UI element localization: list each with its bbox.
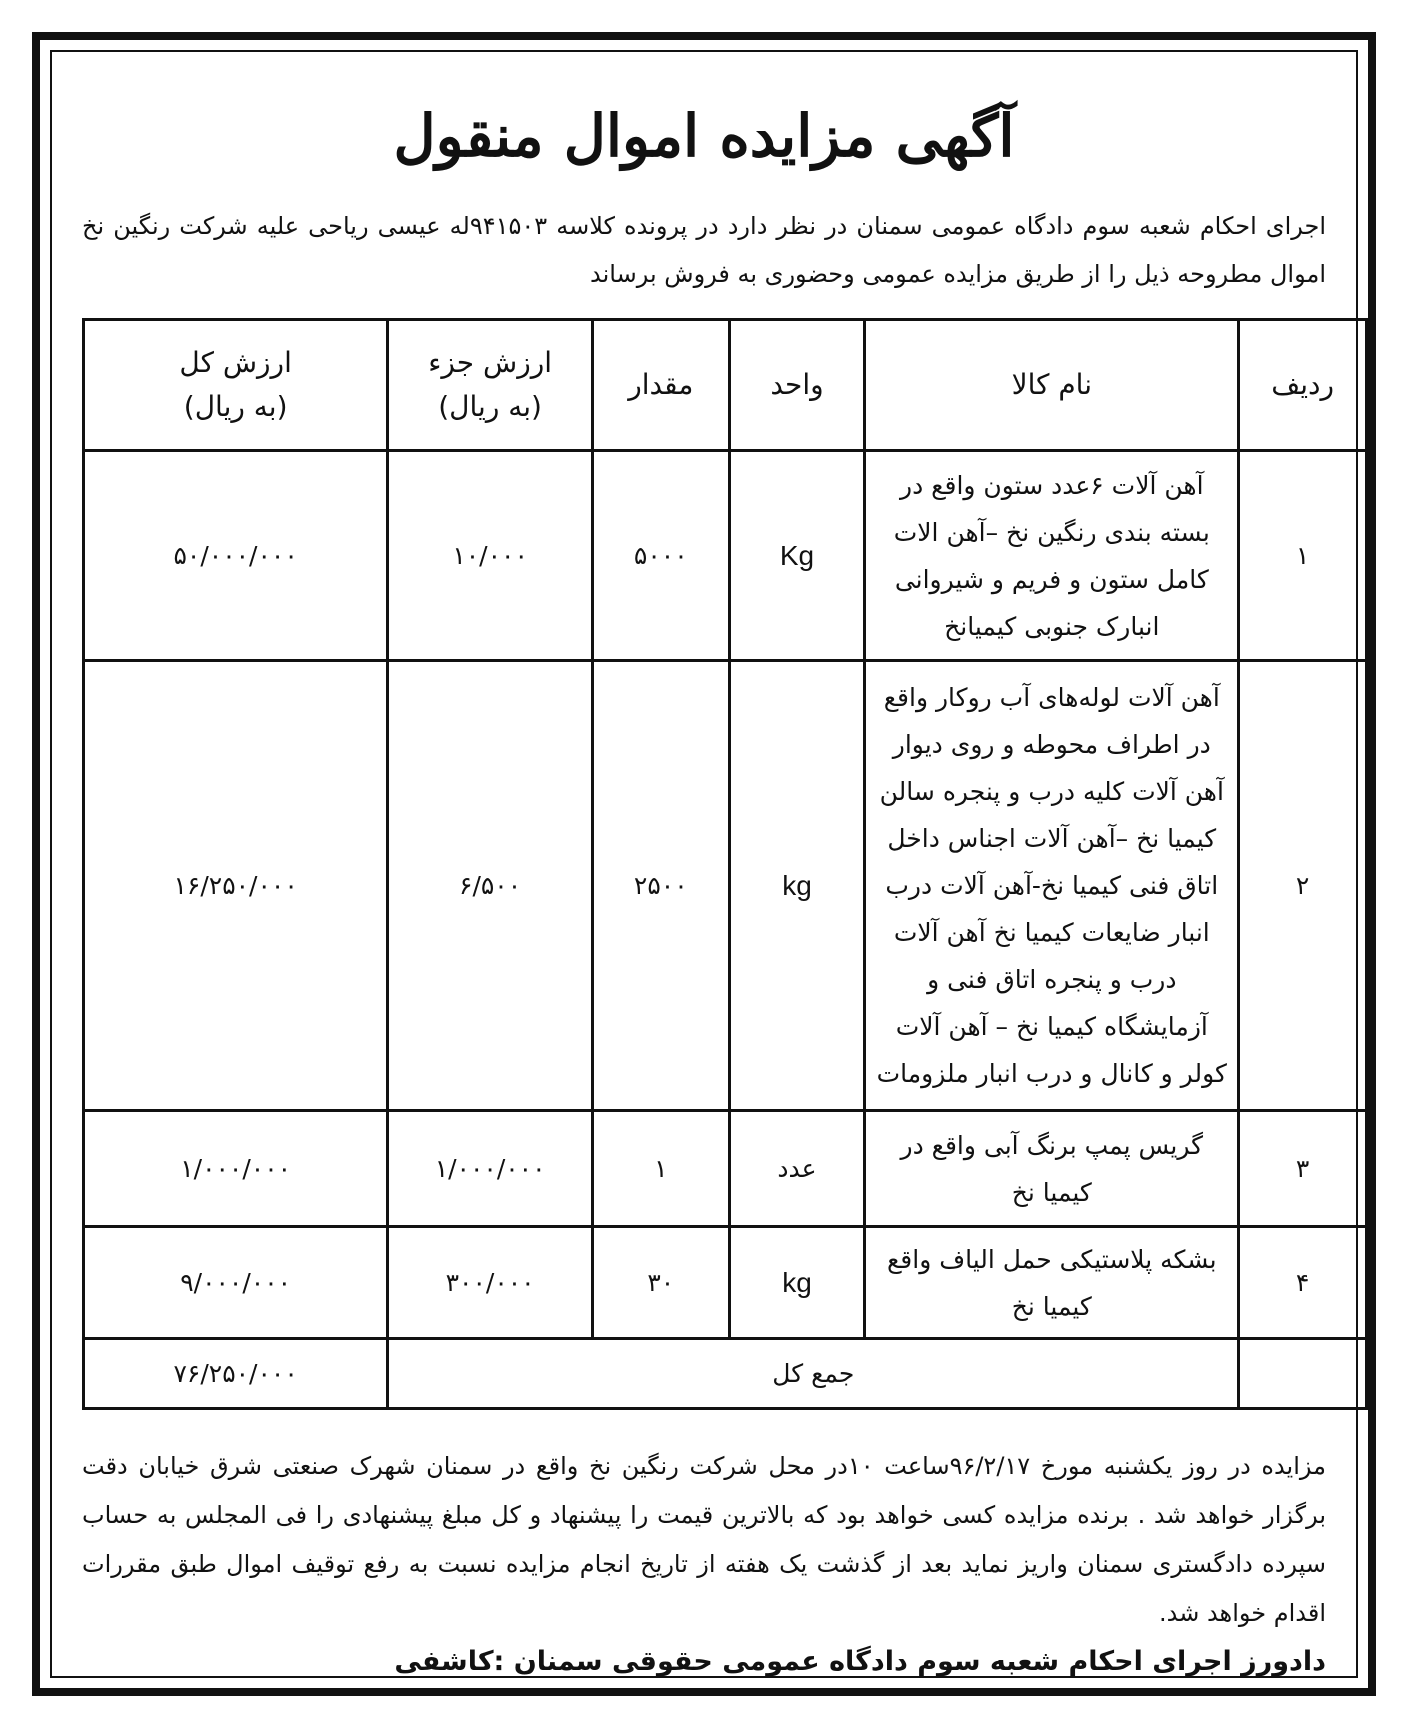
table-row xyxy=(84,661,1367,1111)
table-row xyxy=(84,451,1367,661)
cell-total-value: ۵۰/۰۰۰/۰۰۰ xyxy=(84,451,388,661)
cell-total-value: ۱/۰۰۰/۰۰۰ xyxy=(84,1111,388,1227)
cell-part-value: ۳۰۰/۰۰۰ xyxy=(388,1227,593,1339)
cell-item-name: گریس پمپ برنگ آبی واقع در کیمیا نخ xyxy=(865,1111,1239,1227)
cell-row-number: ۱ xyxy=(1239,451,1367,661)
notice-frame xyxy=(32,32,1376,1696)
signature-line: دادورز اجرای احکام شعبه سوم دادگاه عمومی حقوقی سمنان :کاشفی xyxy=(394,1646,1326,1677)
header-total-value-label: ارزش کل xyxy=(179,346,292,379)
header-part-value-label: ارزش جزء xyxy=(428,346,553,379)
cell-unit: عدد xyxy=(729,1111,865,1227)
intro-paragraph: اجرای احکام شعبه سوم دادگاه عمومی سمنان در نظر دارد در پرونده کلاسه ۹۴۱۵۰۳له عیسی ریاحی علیه شرکت رنگین نخ اموال مطروحه ذیل را از طریق مزایده عمومی وحضوری به فروش برساند xyxy=(82,212,1327,288)
header-quantity: مقدار xyxy=(592,320,729,451)
cell-row-number: ۲ xyxy=(1239,661,1367,1111)
table-row xyxy=(84,1111,1367,1227)
cell-unit: kg xyxy=(729,661,865,1111)
cell-part-value: ۱۰/۰۰۰ xyxy=(388,451,593,661)
cell-total-value: ۹/۰۰۰/۰۰۰ xyxy=(84,1227,388,1339)
header-item-name: نام کالا xyxy=(865,320,1239,451)
cell-quantity: ۵۰۰۰ xyxy=(592,451,729,661)
cell-sum-empty xyxy=(1239,1339,1367,1409)
cell-part-value: ۶/۵۰۰ xyxy=(388,661,593,1111)
table-row xyxy=(84,1227,1367,1339)
footer-paragraph: مزایده در روز یکشنبه مورخ ۹۶/۲/۱۷ساعت ۱۰در محل شرکت رنگین نخ واقع در سمنان شهرک صنعتی شرق خیابان دقت برگزار خواهد شد . برنده مزایده کسی خواهد بود که بالاترین قیمت را پیشنهاد و کل مبلغ پیشنهادی را فی المجلس به حساب سپرده دادگستری سمنان واریز نماید بعد از گذشت یک هفته از تاریخ انجام مزایده نسبت به رفع توقیف اموال طبق مقررات اقدام خواهد شد. xyxy=(82,1452,1327,1627)
table-header-row xyxy=(84,320,1367,451)
header-part-value xyxy=(388,320,593,451)
cell-total-value: ۱۶/۲۵۰/۰۰۰ xyxy=(84,661,388,1111)
cell-sum-value: ۷۶/۲۵۰/۰۰۰ xyxy=(84,1339,388,1409)
header-total-value-unit: (به ریال) xyxy=(183,390,288,423)
header-part-value-unit: (به ریال) xyxy=(438,390,542,423)
cell-item-name: آهن آلات ۶عدد ستون واقع در بسته بندی رنگین نخ –آهن الات کامل ستون و فریم و شیروانی انبارک جنوبی کیمیانخ xyxy=(865,451,1239,661)
cell-item-name: بشکه پلاستیکی حمل الیاف واقع کیمیا نخ xyxy=(865,1227,1239,1339)
cell-quantity: ۲۵۰۰ xyxy=(592,661,729,1111)
cell-unit: Kg xyxy=(729,451,865,661)
table-sum-row xyxy=(84,1339,1367,1409)
header-total-value xyxy=(84,320,388,451)
cell-row-number: ۳ xyxy=(1239,1111,1367,1227)
auction-items-table xyxy=(82,318,1368,1410)
cell-sum-label: جمع کل xyxy=(388,1339,1239,1409)
cell-item-name: آهن آلات لوله‌های آب روکار واقع در اطراف محوطه و روی دیوار آهن آلات کلیه درب و پنجره سالن کیمیا نخ –آهن آلات اجناس داخل اتاق فنی کیمیا نخ-آهن آلات درب انبار ضایعات کیمیا نخ آهن آلات درب و پنجره اتاق فنی و آزمایشگاه کیمیا نخ – آهن آلات کولر و کانال و درب انبار ملزومات xyxy=(865,661,1239,1111)
notice-title: آگهی مزایده اموال منقول xyxy=(393,102,1015,170)
header-row-number: ردیف xyxy=(1239,320,1367,451)
header-unit: واحد xyxy=(729,320,865,451)
cell-unit: kg xyxy=(729,1227,865,1339)
cell-row-number: ۴ xyxy=(1239,1227,1367,1339)
cell-quantity: ۳۰ xyxy=(592,1227,729,1339)
notice-inner-border xyxy=(50,50,1358,1678)
cell-part-value: ۱/۰۰۰/۰۰۰ xyxy=(388,1111,593,1227)
cell-quantity: ۱ xyxy=(592,1111,729,1227)
